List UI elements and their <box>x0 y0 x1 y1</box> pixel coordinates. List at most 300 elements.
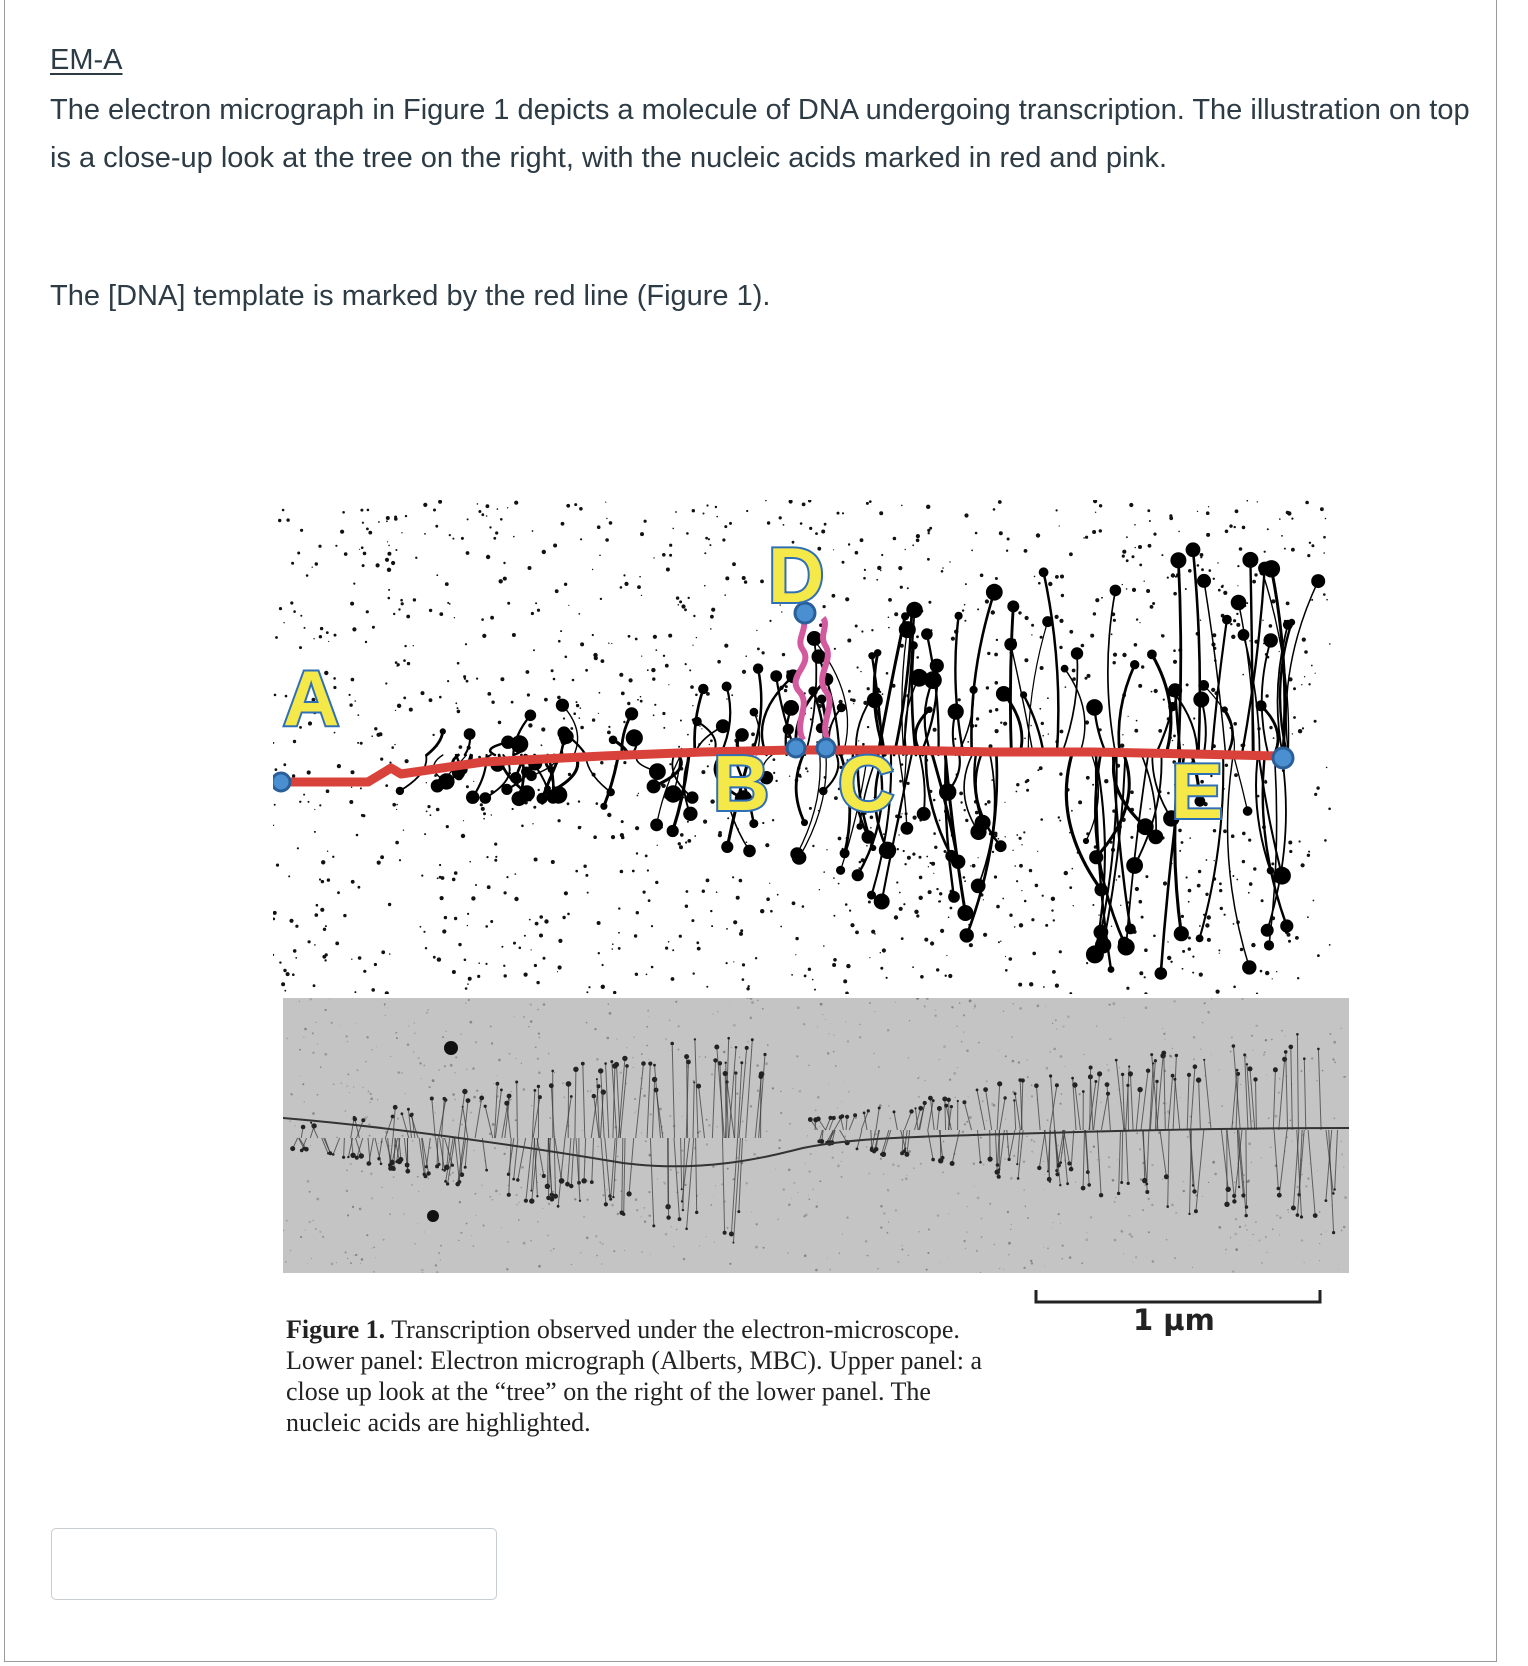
speckle <box>1153 533 1156 536</box>
speckle <box>867 726 869 728</box>
speckle <box>362 564 365 567</box>
speckle <box>563 717 565 719</box>
micrograph-speckle <box>350 1163 352 1165</box>
speckle <box>1181 915 1184 918</box>
speckle <box>1201 568 1204 571</box>
speckle <box>637 585 641 589</box>
speckle <box>478 962 480 964</box>
speckle <box>1120 744 1124 748</box>
micrograph-speckle <box>1301 1070 1303 1072</box>
micrograph-branch-tip <box>504 1101 509 1106</box>
speckle <box>983 899 984 900</box>
speckle <box>424 833 426 835</box>
answer-input[interactable] <box>51 1528 497 1600</box>
speckle <box>619 673 623 677</box>
micrograph-speckle <box>473 1096 476 1099</box>
speckle <box>767 521 770 524</box>
micrograph-speckle <box>966 1206 968 1208</box>
micrograph-speckle <box>1093 1146 1095 1148</box>
branch-tip <box>440 728 446 734</box>
micrograph-speckle <box>1139 1148 1141 1150</box>
speckle <box>1175 576 1177 578</box>
speckle <box>477 503 479 505</box>
micrograph-speckle <box>1106 1064 1107 1065</box>
speckle <box>696 637 697 638</box>
speckle <box>334 634 337 637</box>
micrograph-speckle <box>553 1248 555 1250</box>
speckle <box>358 956 362 960</box>
micrograph-speckle <box>388 1007 389 1008</box>
micrograph-speckle <box>1045 1266 1046 1267</box>
micrograph-speckle <box>808 1198 810 1200</box>
speckle <box>1329 643 1331 645</box>
speckle <box>463 675 466 678</box>
micrograph-speckle <box>1031 1262 1033 1264</box>
micrograph-branch-tip <box>740 1061 743 1064</box>
speckle <box>486 856 488 858</box>
micrograph-speckle <box>842 1151 844 1153</box>
micrograph-speckle <box>312 1032 314 1034</box>
micrograph-branch-tip <box>546 1196 550 1200</box>
micrograph-speckle <box>657 1178 658 1179</box>
branch-tip <box>807 631 822 646</box>
micrograph-speckle <box>1221 1105 1223 1107</box>
speckle <box>833 877 835 879</box>
speckle <box>534 964 537 967</box>
micrograph-speckle <box>617 1213 619 1215</box>
speckle <box>289 919 293 923</box>
branch-tip <box>1147 650 1157 660</box>
micrograph-speckle <box>356 1069 358 1071</box>
micrograph-speckle <box>1230 1051 1232 1053</box>
speckle <box>837 512 840 515</box>
speckle <box>726 962 728 964</box>
micrograph-branch-tip <box>874 1147 879 1152</box>
micrograph-speckle <box>772 1087 774 1089</box>
speckle <box>1163 699 1165 701</box>
micrograph-branch-tip <box>845 1115 849 1119</box>
micrograph-branch-tip <box>670 1042 674 1046</box>
micrograph-speckle <box>711 1204 713 1206</box>
speckle <box>461 834 465 838</box>
speckle <box>274 694 277 697</box>
speckle <box>928 601 931 604</box>
speckle <box>1134 643 1138 647</box>
micrograph-speckle <box>832 1157 834 1159</box>
speckle <box>838 883 840 885</box>
micrograph-branch-tip <box>570 1095 573 1098</box>
branch-tip <box>667 825 679 837</box>
speckle <box>849 910 851 912</box>
speckle <box>351 959 352 960</box>
micrograph-speckle <box>1334 1117 1336 1119</box>
micrograph-speckle <box>596 1058 599 1061</box>
micrograph-speckle <box>290 1093 292 1095</box>
micrograph-speckle <box>516 1194 518 1196</box>
speckle <box>327 851 328 852</box>
speckle <box>623 574 625 576</box>
speckle <box>903 850 905 852</box>
speckle <box>1236 623 1240 627</box>
micrograph-speckle <box>613 1250 615 1252</box>
speckle <box>888 627 890 629</box>
micrograph-speckle <box>1309 1163 1310 1164</box>
micrograph-branch-tip <box>725 1062 727 1064</box>
micrograph-speckle <box>780 1112 782 1114</box>
speckle <box>886 977 888 979</box>
micrograph-speckle <box>521 1166 524 1169</box>
speckle <box>1059 619 1063 623</box>
speckle <box>1170 961 1172 963</box>
micrograph-speckle <box>1204 1002 1206 1004</box>
speckle <box>647 669 649 671</box>
speckle <box>598 713 599 714</box>
micrograph-speckle <box>924 1080 925 1081</box>
speckle <box>1055 984 1059 988</box>
speckle <box>371 988 375 992</box>
micrograph-speckle <box>845 1021 846 1022</box>
speckle <box>964 513 968 517</box>
speckle <box>1301 684 1302 685</box>
speckle <box>627 702 630 705</box>
speckle <box>521 825 524 828</box>
speckle <box>1122 584 1123 585</box>
speckle <box>495 856 497 858</box>
micrograph-branch-tip <box>590 1180 594 1184</box>
speckle <box>524 935 526 937</box>
speckle <box>429 609 432 612</box>
speckle <box>701 728 702 729</box>
micrograph-speckle <box>1234 1182 1235 1183</box>
speckle <box>646 974 648 976</box>
speckle <box>651 668 655 672</box>
micrograph-speckle <box>285 1261 286 1262</box>
speckle <box>692 509 695 512</box>
micrograph-branch-tip <box>941 1156 945 1160</box>
micrograph-speckle <box>1231 1036 1233 1038</box>
micrograph-branch-tip <box>1224 1202 1229 1207</box>
speckle <box>1141 916 1144 919</box>
micrograph-speckle <box>1044 1247 1045 1248</box>
speckle <box>960 801 962 803</box>
micrograph-speckle <box>819 1180 821 1182</box>
speckle <box>907 856 911 860</box>
micrograph-branch-tip <box>944 1104 948 1108</box>
speckle <box>1061 594 1064 597</box>
micrograph-speckle <box>641 1132 642 1133</box>
speckle <box>1313 900 1315 902</box>
branch-tip <box>970 686 978 694</box>
micrograph-speckle <box>1053 1222 1054 1223</box>
micrograph-speckle <box>981 1236 983 1238</box>
speckle <box>951 637 955 641</box>
speckle <box>1206 533 1210 537</box>
micrograph-branch-tip <box>1277 1193 1282 1198</box>
speckle <box>809 527 812 530</box>
speckle <box>804 975 807 978</box>
speckle <box>648 899 651 902</box>
speckle <box>1000 941 1001 942</box>
micrograph-speckle <box>835 1065 837 1067</box>
micrograph-speckle <box>346 1035 348 1037</box>
speckle <box>1246 602 1248 604</box>
micrograph-speckle <box>869 1002 871 1004</box>
micrograph-speckle <box>1033 1141 1035 1143</box>
speckle <box>1122 555 1125 558</box>
micrograph-branch-tip <box>1166 1205 1169 1208</box>
speckle <box>314 944 316 946</box>
micrograph-speckle <box>717 1011 718 1012</box>
speckle <box>1288 841 1292 845</box>
speckle <box>791 974 793 976</box>
speckle <box>715 506 717 508</box>
micrograph-speckle <box>398 1071 401 1074</box>
micrograph-branch-tip <box>391 1115 395 1119</box>
branch-tip <box>995 840 1007 852</box>
micrograph-speckle <box>777 1218 779 1220</box>
speckle <box>904 863 906 865</box>
speckle <box>388 597 391 600</box>
speckle <box>459 745 463 749</box>
micrograph-speckle <box>1265 1039 1267 1041</box>
micrograph-speckle <box>1069 1256 1072 1259</box>
speckle <box>1326 767 1328 769</box>
speckle <box>881 554 883 556</box>
micrograph-branch-tip <box>391 1166 396 1171</box>
micrograph-branch-tip <box>393 1105 398 1110</box>
micrograph-speckle <box>671 1226 673 1228</box>
speckle <box>275 768 278 771</box>
speckle <box>1173 592 1177 596</box>
speckle <box>524 973 528 977</box>
speckle <box>746 987 749 990</box>
speckle <box>541 727 545 731</box>
micrograph-speckle <box>1235 1218 1237 1220</box>
speckle <box>612 943 614 945</box>
speckle <box>455 702 457 704</box>
speckle <box>609 521 613 525</box>
speckle <box>809 807 812 810</box>
speckle <box>1148 544 1152 548</box>
micrograph-speckle <box>1272 1228 1274 1230</box>
speckle <box>773 772 775 774</box>
speckle <box>387 541 388 542</box>
branch-tip <box>1264 633 1278 647</box>
micrograph-speckle <box>354 1255 355 1256</box>
micrograph-speckle <box>290 1250 292 1252</box>
speckle <box>769 883 770 884</box>
branch-tip <box>1086 699 1103 716</box>
branch-tip <box>917 807 931 821</box>
micrograph-speckle <box>1287 1209 1288 1210</box>
micrograph-speckle <box>1031 1095 1033 1097</box>
micrograph-speckle <box>407 1043 410 1046</box>
speckle <box>1221 585 1224 588</box>
micrograph-speckle <box>309 1221 312 1224</box>
branch-tip <box>743 845 756 858</box>
micrograph-branch-tip <box>604 1062 607 1065</box>
speckle <box>985 599 989 603</box>
speckle <box>657 845 658 846</box>
speckle <box>1231 635 1235 639</box>
speckle <box>1262 620 1263 621</box>
micrograph-speckle <box>1008 1254 1009 1255</box>
speckle <box>928 866 929 867</box>
speckle <box>640 696 642 698</box>
speckle <box>507 507 508 508</box>
micrograph-branch-tip <box>328 1151 332 1155</box>
speckle <box>1060 730 1064 734</box>
micrograph-branch-tip <box>598 1068 603 1073</box>
branch-tip <box>792 850 807 865</box>
speckle <box>1139 900 1143 904</box>
micrograph-speckle <box>598 1146 599 1147</box>
speckle <box>1314 793 1317 796</box>
speckle <box>1086 776 1090 780</box>
micrograph-speckle <box>366 1036 368 1038</box>
branch-tip <box>396 787 404 795</box>
speckle <box>866 502 869 505</box>
micrograph-speckle <box>1261 1262 1263 1264</box>
speckle <box>926 856 928 858</box>
speckle <box>562 916 565 919</box>
upper-panel-illustration <box>273 500 1331 994</box>
speckle <box>1113 661 1116 664</box>
micrograph-speckle <box>507 1241 509 1243</box>
micrograph-speckle <box>951 1006 953 1008</box>
micrograph-speckle <box>1083 1054 1084 1055</box>
micrograph-speckle <box>1166 1103 1167 1104</box>
micrograph-speckle <box>729 1263 731 1265</box>
micrograph-speckle <box>548 1053 549 1054</box>
micrograph-speckle <box>312 1112 315 1115</box>
speckle <box>592 718 595 721</box>
speckle <box>290 601 293 604</box>
speckle <box>395 710 396 711</box>
micrograph-branch-tip <box>1127 1182 1130 1185</box>
speckle <box>1167 577 1169 579</box>
micrograph-branch-tip <box>893 1110 896 1113</box>
micrograph-branch-tip <box>353 1117 357 1121</box>
speckle <box>987 652 990 655</box>
speckle <box>607 813 611 817</box>
micrograph-branch-tip <box>808 1117 813 1122</box>
micrograph-speckle <box>866 1255 867 1256</box>
branch-tip <box>948 891 960 903</box>
speckle <box>888 598 892 602</box>
micrograph-speckle <box>1207 1011 1210 1014</box>
speckle <box>1026 789 1029 792</box>
micrograph-branch-tip <box>1067 1161 1071 1165</box>
branch-tip <box>770 670 782 682</box>
micrograph-speckle <box>492 1123 495 1126</box>
micrograph-speckle <box>716 1126 718 1128</box>
speckle <box>669 544 672 547</box>
micrograph-speckle <box>444 1065 446 1067</box>
micrograph-speckle <box>1248 1179 1251 1182</box>
speckle <box>1192 972 1194 974</box>
micrograph-speckle <box>300 1236 302 1238</box>
micrograph-speckle <box>996 1176 997 1177</box>
speckle <box>503 562 505 564</box>
speckle <box>368 531 372 535</box>
speckle <box>324 959 326 961</box>
micrograph-speckle <box>1341 1153 1343 1155</box>
speckle <box>482 634 486 638</box>
speckle <box>600 761 603 764</box>
speckle <box>276 864 279 867</box>
micrograph-speckle <box>766 1131 768 1133</box>
speckle <box>1232 875 1234 877</box>
speckle <box>866 845 868 847</box>
speckle <box>316 904 319 907</box>
speckle <box>351 880 355 884</box>
speckle <box>597 921 601 925</box>
speckle <box>980 574 984 578</box>
speckle <box>834 648 836 650</box>
micrograph-speckle <box>540 1174 541 1175</box>
figure-caption <box>286 1314 1006 1438</box>
micrograph-speckle <box>465 1002 466 1003</box>
micrograph-branch-tip <box>828 1116 832 1120</box>
speckle <box>900 586 903 589</box>
micrograph-branch-tip <box>596 1078 598 1080</box>
micrograph-branch-tip <box>443 1097 447 1101</box>
speckle <box>651 925 653 927</box>
micrograph-speckle <box>549 1117 551 1119</box>
branch-tip <box>1242 960 1256 974</box>
speckle <box>600 598 602 600</box>
speckle <box>1242 526 1246 530</box>
speckle <box>971 550 973 552</box>
micrograph-speckle <box>319 1231 321 1233</box>
micrograph-speckle <box>1004 1269 1005 1270</box>
speckle <box>1237 585 1238 586</box>
speckle <box>810 718 812 720</box>
speckle <box>513 942 516 945</box>
speckle <box>514 897 518 901</box>
micrograph-branch-tip <box>609 1198 612 1201</box>
micrograph-branch-tip <box>693 1081 695 1083</box>
speckle <box>447 680 449 682</box>
speckle <box>847 639 851 643</box>
speckle <box>1136 720 1138 722</box>
speckle <box>726 698 728 700</box>
speckle <box>278 519 281 522</box>
micrograph-branch-tip <box>301 1125 306 1130</box>
micrograph-branch-tip <box>950 1161 955 1166</box>
speckle <box>476 678 478 680</box>
speckle <box>555 589 559 593</box>
speckle <box>1154 689 1158 693</box>
speckle <box>907 587 909 589</box>
speckle <box>654 704 656 706</box>
speckle <box>784 689 787 692</box>
micrograph-speckle <box>684 1184 686 1186</box>
micrograph-speckle <box>924 1005 926 1007</box>
speckle <box>848 543 850 545</box>
micrograph-speckle <box>571 1264 572 1265</box>
micrograph-speckle <box>937 1214 940 1217</box>
speckle <box>1281 535 1283 537</box>
micrograph-branch-tip <box>1016 1163 1018 1165</box>
speckle <box>1273 737 1275 739</box>
speckle <box>1188 947 1191 950</box>
micrograph-speckle <box>648 1191 650 1193</box>
speckle <box>596 802 599 805</box>
micrograph-speckle <box>1279 1078 1280 1079</box>
speckle <box>1073 905 1074 906</box>
